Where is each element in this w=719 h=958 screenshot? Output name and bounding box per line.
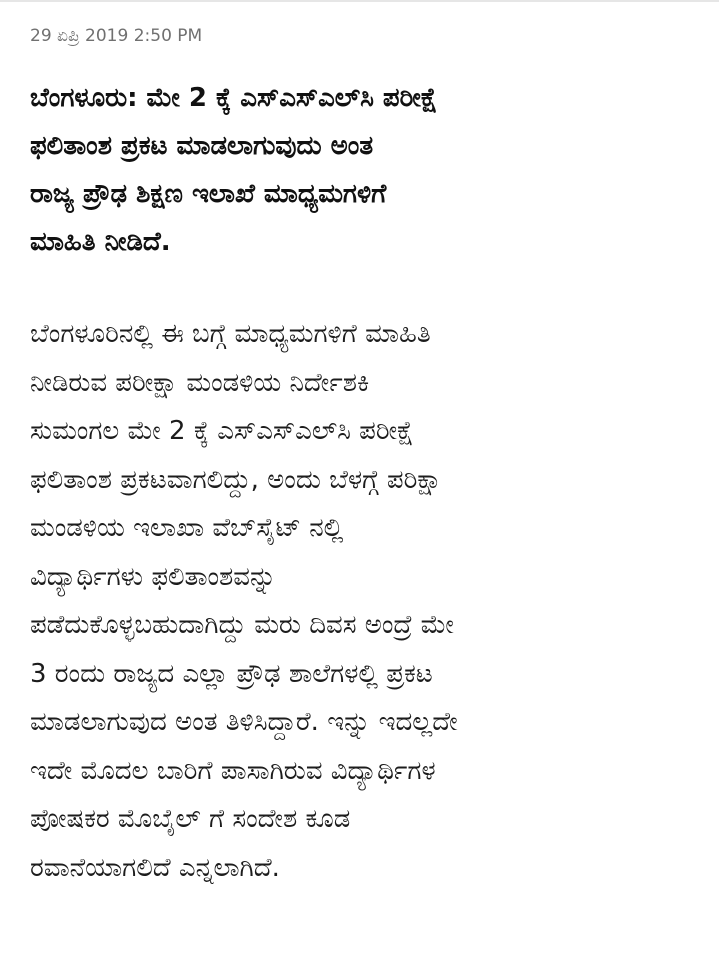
body-line: ಮಂಡಳಿಯ ಇಲಾಖಾ ವೆಬ್‌ಸೈಟ್ ನಲ್ಲಿ — [30, 513, 344, 543]
body-line: ಪಡೆದುಕೊಳ್ಳಬಹುದಾಗಿದ್ದು ಮರು ದಿವಸ ಅಂದ್ರೆ ಮೇ — [30, 610, 454, 640]
body-line: ಸುಮಂಗಲ ಮೇ 2 ಕ್ಕೆ ಎಸ್ಎಸ್ಎಲ್‌ಸಿ ಪರೀಕ್ಷೆ — [30, 416, 414, 446]
headline-line: ರಾಜ್ಯ ಪ್ರೌಢ ಶಿಕ್ಷಣ ಇಲಾಖೆ ಮಾಧ್ಯಮಗಳಿಗೆ — [30, 179, 387, 209]
body-line: ಪೋಷಕರ ಮೊಬೈಲ್ ಗೆ ಸಂದೇಶ ಕೂಡ — [30, 804, 351, 834]
headline-line: ಫಲಿತಾಂಶ ಪ್ರಕಟ ಮಾಡಲಾಗುವುದು ಅಂತ — [30, 131, 374, 161]
body-line: ಮಾಡಲಾಗುವುದ ಅಂತ ತಿಳಿಸಿದ್ದಾರೆ. ಇನ್ನು ಇದಲ್ಲದೇ — [30, 707, 458, 737]
headline-line: ಬೆಂಗಳೂರು: ಮೇ 2 ಕ್ಕೆ ಎಸ್ಎಸ್ಎಲ್‌ಸಿ ಪರೀಕ್ಷೆ — [30, 83, 438, 113]
top-divider — [0, 0, 719, 2]
body-line: ಇದೇ ಮೊದಲ ಬಾರಿಗೆ ಪಾಸಾಗಿರುವ ವಿದ್ಯಾರ್ಥಿಗಳ — [30, 755, 436, 786]
body-line: ವಿದ್ಯಾರ್ಥಿಗಳು ಫಲಿತಾಂಶವನ್ನು — [30, 561, 277, 592]
headline-line: ಮಾಹಿತಿ ನೀಡಿದೆ. — [30, 227, 171, 257]
body-line: ರವಾನೆಯಾಗಲಿದೆ ಎನ್ನಲಾಗಿದೆ. — [30, 852, 280, 883]
body-line: ಫಲಿತಾಂಶ ಪ್ರಕಟವಾಗಲಿದ್ದು, ಅಂದು ಬೆಳಗ್ಗೆ ಪರಿಕ್ಷಾ — [30, 464, 443, 495]
post-timestamp[interactable]: 29 ಏಪ್ರಿ 2019 2:50 PM — [30, 26, 203, 46]
post-body — [30, 310, 699, 892]
body-line: 3 ರಂದು ರಾಜ್ಯದ ಎಲ್ಲಾ ಪ್ರೌಢ ಶಾಲೆಗಳಲ್ಲಿ ಪ್ರಕಟ — [30, 658, 433, 689]
body-line: ನೀಡಿರುವ ಪರೀಕ್ಷಾ ಮಂಡಳಿಯ ನಿರ್ದೇಶಕಿ — [30, 367, 370, 398]
body-line: ಬೆಂಗಳೂರಿನಲ್ಲಿ ಈ ಬಗ್ಗೆ ಮಾಧ್ಯಮಗಳಿಗೆ ಮಾಹಿತಿ — [30, 319, 431, 349]
post-headline — [30, 74, 699, 266]
